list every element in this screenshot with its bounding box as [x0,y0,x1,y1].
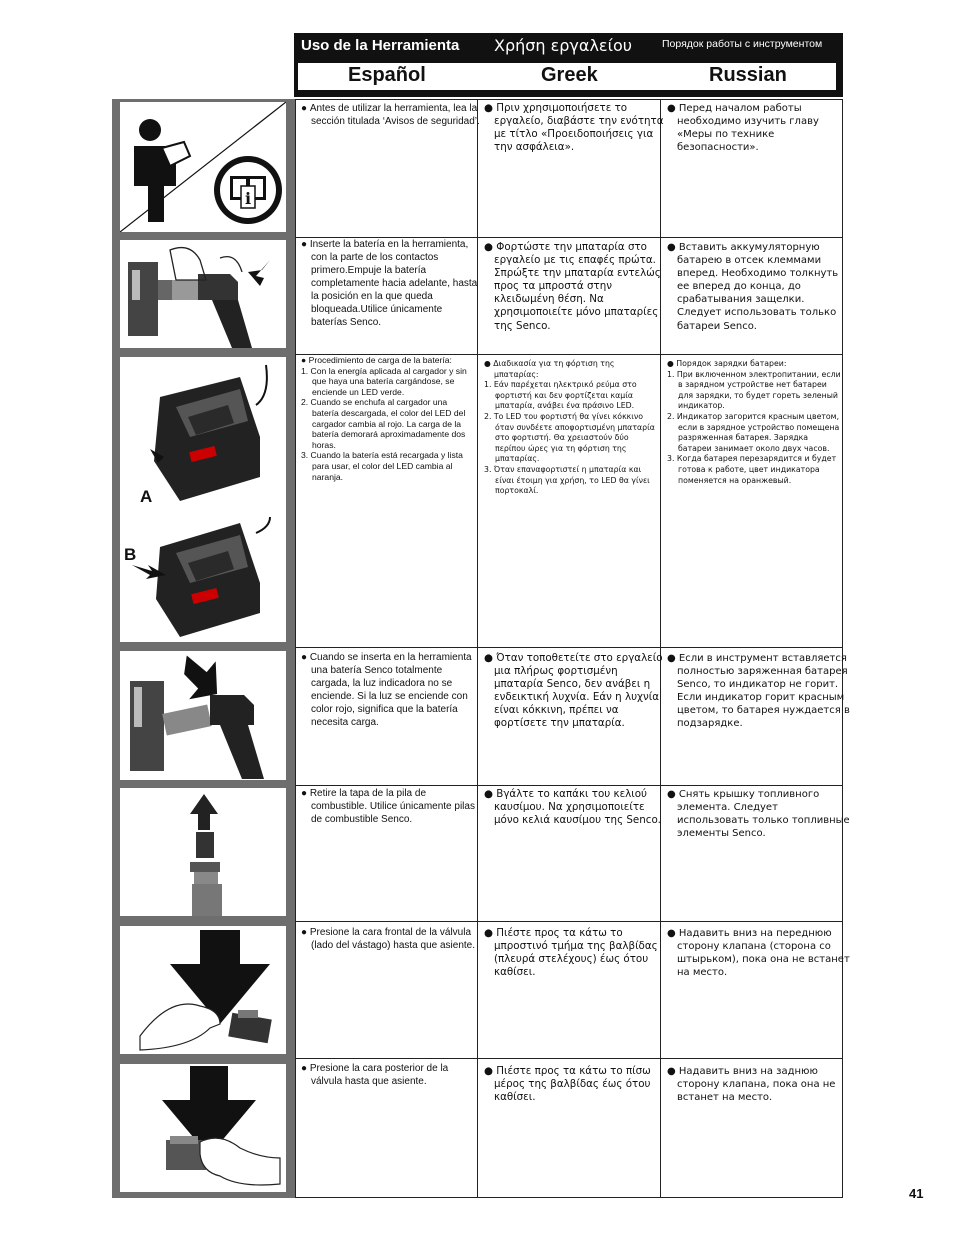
row2-greek: ● Φορτώστε την μπαταρία στο εργαλείο με τις επαφές πρώτα. Σπρώξτε την μπαταρία εντελώς προς τα μπροστά στην κλειδωμένη θέση. Να χρησιμοποιείτε μόνο μπαταρίες της Senco. [484,241,666,333]
row3-russian [667,359,841,486]
figure-label-b: B [124,545,137,564]
row3-spanish-step-3: 3. Cuando la batería está recargada y lista para usar, el color del LED cambia al naranja. [301,450,463,482]
row1-greek: ● Πριν χρησιμοποιήσετε το εργαλείο, διαβάστε την ενότητα με τίτλο «Προειδοποιήσεις για την ασφάλεια». [484,102,666,154]
row3-greek [484,359,656,497]
language-russian: Russian [709,64,787,86]
row4-russian: ● Если в инструмент вставляется полностью заряженная батарея Senco, то индикатор не горит. Если индикатор горит красным цветом, то батарея нуждается в подзарядке. [667,652,851,731]
svg-text:i: i [244,189,252,208]
row3-greek-step-1: 1. Εάν παρέχεται ηλεκτρικό ρεύμα στο φορτιστή και δεν φορτίζεται καμία μπαταρία, ανάβει ένα πράσινο LED. [484,380,637,411]
row3-russian-step-1: 1. При включенном электропитании, если в зарядном устройстве нет батареи для зарядки, то будет гореть зеленый индикатор. [667,369,841,411]
row3-greek-intro: ● Διαδικασία για τη φόρτιση της μπαταρίας: [484,359,656,380]
language-greek: Greek [541,64,598,86]
row3-russian-step-2: 2. Индикатор загорится красным цветом, если в зарядное устройство помещена разряженная батарея. Зарядка батареи занимает около двух часов. [667,411,840,453]
header-title-spanish: Uso de la Herramienta [301,37,460,54]
row3-spanish [301,355,471,482]
press-back-valve-illustration [120,1064,286,1192]
press-front-valve-illustration [120,926,286,1054]
row3-spanish-intro: ● Procedimiento de carga de la batería: [301,355,471,366]
language-spanish: Español [348,64,426,86]
row5-greek: ● Βγάλτε το καπάκι του κελιού καυσίμου. Να χρησιμοποιείτε μόνο κελιά καυσίμου της Senco. [484,788,666,827]
row6-greek: ● Πιέστε προς τα κάτω το μπροστινό τμήμα της βαλβίδας (πλευρά στελέχους) έως ότου καθίσει. [484,927,666,979]
safety-manual-illustration [120,102,286,232]
fuel-cell-cap-illustration [120,788,286,916]
row4-spanish: ● Cuando se inserta en la herramienta una batería Senco totalmente cargada, la luz indicadora no se enciende. Si la luz se enciende con color rojo, significa que la batería necesita carga. [301,651,481,729]
insert-battery-illustration [120,240,286,348]
row5-spanish: ● Retire la tapa de la pila de combustible. Utilice únicamente pilas de combustible Senco. [301,787,481,826]
row3-russian-intro: ● Порядок зарядки батареи: [667,359,841,370]
header-title-russian: Порядок работы с инструментом [662,38,823,50]
row5-russian: ● Снять крышку топливного элемента. Следует использовать только топливные элементы Senco. [667,788,851,840]
row7-russian: ● Надавить вниз на заднюю сторону клапана, пока она не встанет на место. [667,1065,851,1104]
row3-russian-step-3: 3. Когда батарея перезарядится и будет готова к работе, цвет индикатора поменяется на оранжевый. [667,454,837,485]
row2-spanish: ● Inserte la batería en la herramienta, con la parte de los contactos primero.Empuje la batería completamente hacia adelante, hasta la posición en la que queda bloqueada.Utilice únicamente baterías Senco. [301,238,481,329]
row3-greek-step-2: 2. Το LED του φορτιστή θα γίνει κόκκινο όταν συνδέετε αποφορτισμένη μπαταρία στο φορτιστή. Θα χρειαστούν δύο περίπου ώρες για τη φόρτιση της μπαταρίας. [484,411,655,464]
row1-russian: ● Перед началом работы необходимо изучить главу «Меры по технике безопасности». [667,102,851,154]
row7-greek: ● Πιέστε προς τα κάτω το πίσω μέρος της βαλβίδας έως ότου καθίσει. [484,1065,666,1104]
header-title-greek: Χρήση εργαλείου [494,36,633,55]
row4-greek: ● Όταν τοποθετείτε στο εργαλείο μια πλήρως φορτισμένη μπαταρία Senco, δεν ανάβει η ενδεικτική λυχνία. Εάν η λυχνία είναι κόκκινη, πρέπει να φορτίσετε την μπαταρία. [484,652,666,731]
language-bar [298,63,836,90]
row6-russian: ● Надавить вниз на переднюю сторону клапана (сторона со штырьком), пока она не встанет на место. [667,927,851,979]
row3-spanish-step-2: 2. Cuando se enchufa al cargador una batería descargada, el color del LED del cargador cambia al rojo. La carga de la batería demorará aproximadamente dos horas. [301,397,466,450]
figure-label-a: A [140,487,153,506]
row2-russian: ● Вставить аккумуляторную батарею в отсек клеммами вперед. Необходимо толкнуть ее вперед до конца, до срабатывания защелки. Следует использовать только батареи Senco. [667,241,851,333]
page-number: 41 [909,1186,924,1201]
section-header [294,33,843,97]
battery-indicator-illustration [120,651,286,780]
row1-spanish: ● Antes de utilizar la herramienta, lea la sección titulada ‘Avisos de seguridad’. [301,102,481,128]
row7-spanish: ● Presione la cara posterior de la válvula hasta que asiente. [301,1062,481,1088]
row3-spanish-step-1: 1. Con la energía aplicada al cargador y sin que haya una batería cargándose, se enciende un LED verde. [301,365,467,397]
row3-greek-step-3: 3. Όταν επαναφορτιστεί η μπαταρία και είναι έτοιμη για χρήση, το LED θα γίνει πορτοκαλί. [484,464,650,496]
row6-spanish: ● Presione la cara frontal de la válvula (lado del vástago) hasta que asiente. [301,926,481,952]
